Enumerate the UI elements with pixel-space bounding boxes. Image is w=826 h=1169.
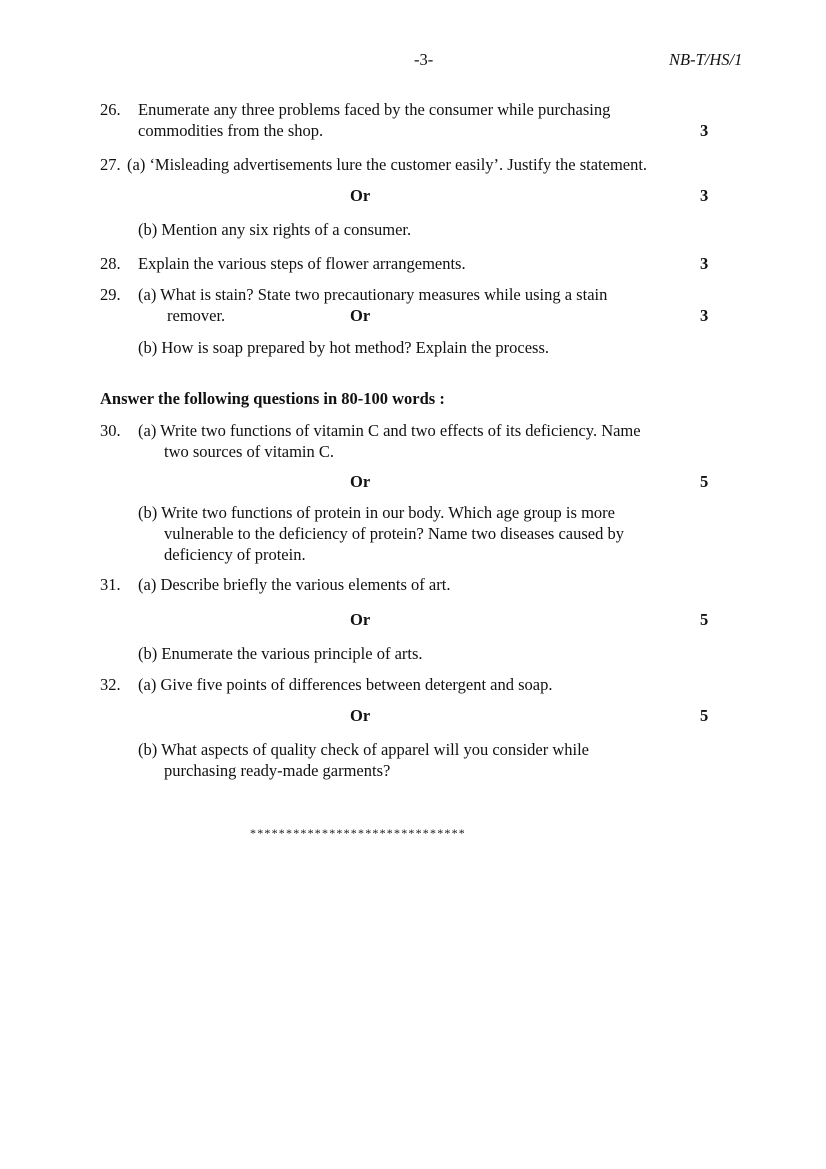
marks: 5: [700, 706, 709, 725]
marks: 5: [700, 472, 709, 491]
question-number: 30.: [100, 421, 121, 440]
question-text: (b) Enumerate the various principle of arts.: [138, 644, 423, 663]
question-number: 31.: [100, 575, 121, 594]
question-text: vulnerable to the deficiency of protein? Name two diseases caused by: [164, 524, 624, 543]
end-of-paper-marker: ******************************: [250, 826, 466, 840]
marks: 3: [700, 186, 709, 205]
question-text: (a) ‘Misleading advertisements lure the customer easily’. Justify the statement.: [127, 155, 648, 174]
question-number: 32.: [100, 675, 121, 694]
question-text: (b) Write two functions of protein in our body. Which age group is more: [138, 503, 615, 522]
section-heading: Answer the following questions in 80-100 words :: [100, 389, 445, 408]
question-text: (a) Give five points of differences between detergent and soap.: [138, 675, 553, 694]
question-number: 26.: [100, 100, 121, 119]
or-separator: Or: [350, 186, 371, 205]
question-number: 28.: [100, 254, 121, 273]
question-text: (b) What aspects of quality check of apparel will you consider while: [138, 740, 590, 759]
paper-code: NB-T/HS/1: [669, 50, 743, 69]
question-text: remover.: [167, 306, 226, 325]
question-number: 27.: [100, 155, 121, 174]
question-text: deficiency of protein.: [164, 545, 306, 564]
marks: 3: [700, 254, 709, 273]
question-text: (a) Write two functions of vitamin C and two effects of its deficiency. Name: [138, 421, 641, 440]
marks: 3: [700, 306, 709, 325]
question-text: (b) Mention any six rights of a consumer.: [138, 220, 412, 239]
question-text: Enumerate any three problems faced by the consumer while purchasing: [138, 100, 611, 119]
question-number: 29.: [100, 285, 121, 304]
question-text: purchasing ready-made garments?: [164, 761, 391, 780]
marks: 3: [700, 121, 709, 140]
question-text: two sources of vitamin C.: [164, 442, 335, 461]
question-text: (b) How is soap prepared by hot method? Explain the process.: [138, 338, 550, 357]
question-text: commodities from the shop.: [138, 121, 324, 140]
or-separator: Or: [350, 706, 371, 725]
or-separator: Or: [350, 610, 371, 629]
question-text: (a) What is stain? State two precautionary measures while using a stain: [138, 285, 608, 304]
or-separator: Or: [350, 306, 371, 325]
marks: 5: [700, 610, 709, 629]
question-text: (a) Describe briefly the various elements of art.: [138, 575, 451, 594]
page-number: -3-: [414, 50, 434, 69]
question-text: Explain the various steps of flower arrangements.: [138, 254, 466, 273]
or-separator: Or: [350, 472, 371, 491]
